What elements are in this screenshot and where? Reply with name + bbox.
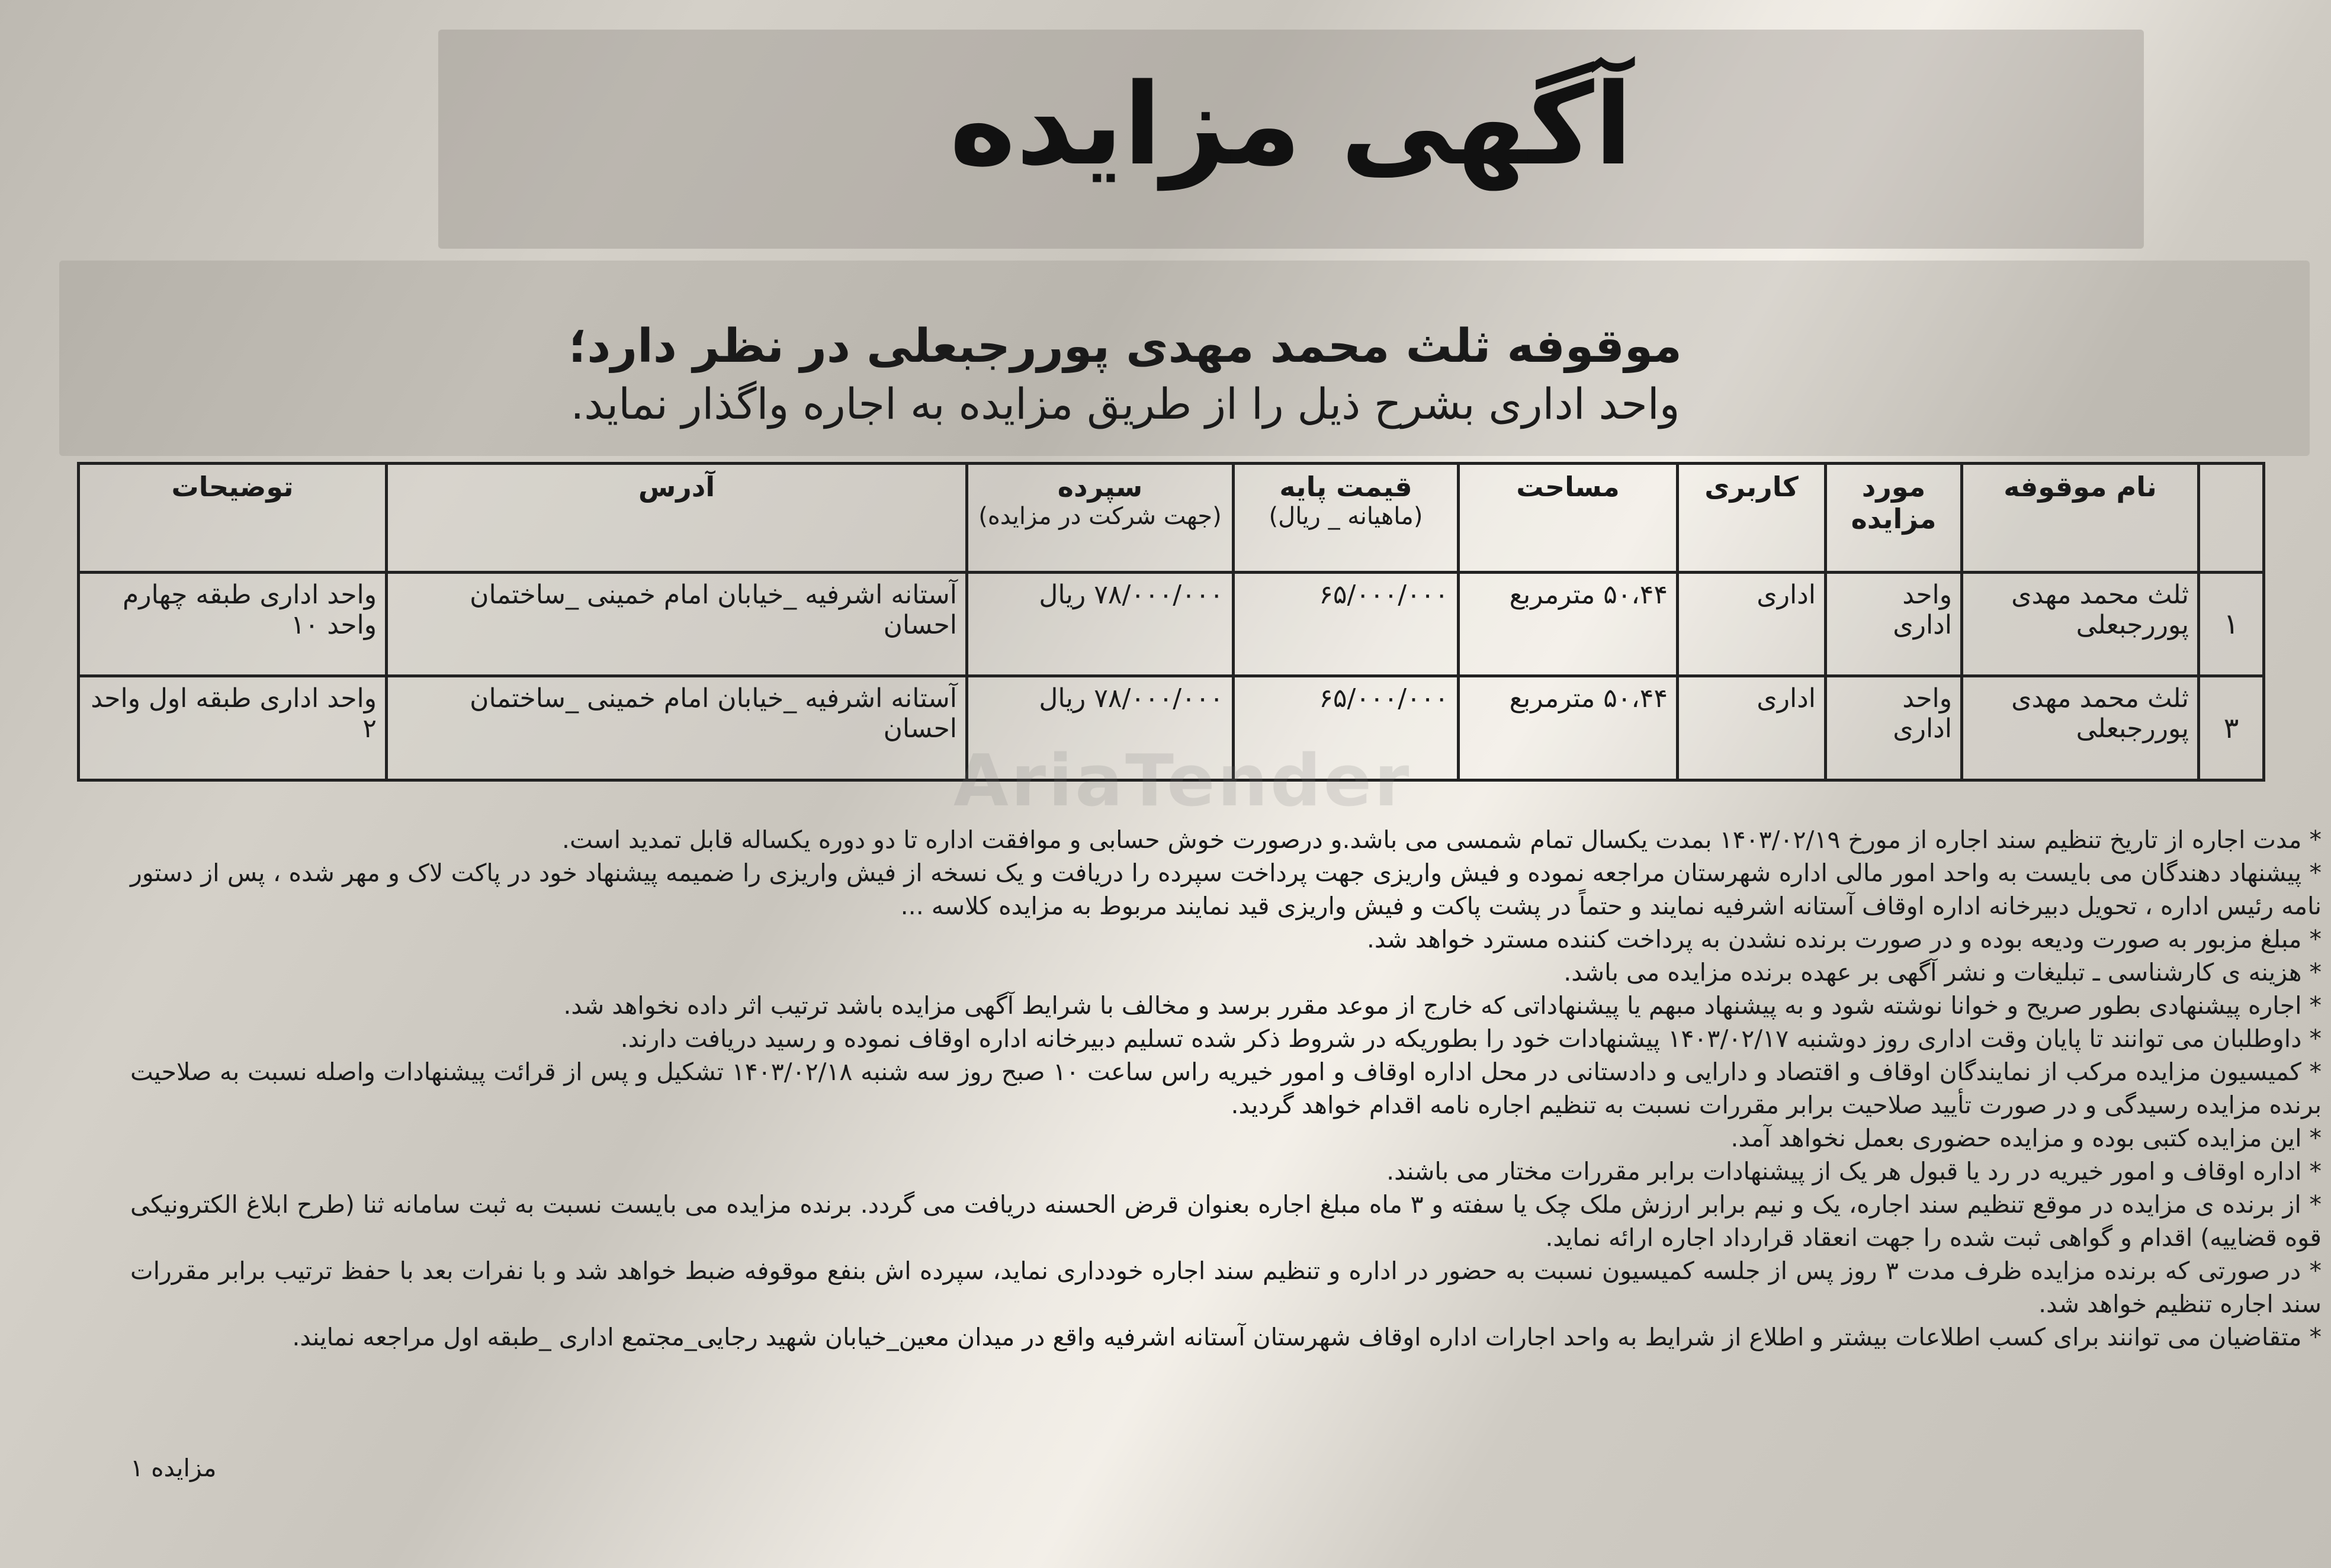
- cell-area: ۵۰،۴۴ مترمربع: [1459, 676, 1678, 780]
- header-use: کاربری: [1678, 464, 1826, 573]
- header-name: نام موقوفه: [1962, 464, 2199, 573]
- cell-area: ۵۰،۴۴ مترمربع: [1459, 572, 1678, 676]
- table-row: [79, 572, 2264, 676]
- list-item: * مدت اجاره از تاریخ تنظیم سند اجاره از مورخ ۱۴۰۳/۰۲/۱۹ بمدت یکسال تمام شمسی می باشد.و درصورت خوش حسابی و موافقت اداره تا دو دوره یکساله قابل تمدید است.: [561, 825, 2322, 854]
- list-item: * اجاره پیشنهادی بطور صریح و خوانا نوشته شود و به پیشنهاد مبهم یا پیشنهاداتی که خارج از موعد مقرر برسد و مخالف با شرایط آگهی مزایده باشد ترتیب اثر داده نخواهد شد.: [563, 991, 2322, 1020]
- page-title: آگهی مزایده: [949, 59, 1633, 190]
- header-item: مورد مزایده: [1826, 464, 1962, 573]
- list-item: * از برنده ی مزایده در موقع تنظیم سند اجاره، یک و نیم برابر ارزش ملک چک یا سفته و ۳ ماه مبلغ اجاره بعنوان قرض الحسنه دریافت می گردد. برنده مزایده می بایست نسبت به ثبت سامانه ثنا (طرح ابلاغ الکترونیکی قوه قضاییه) اقدام و گواهی ثبت شده را جهت انعقاد قرارداد اجاره ارائه نماید.: [130, 1190, 2322, 1252]
- cell-item: واحد اداری: [1826, 572, 1962, 676]
- cell-address: آستانه اشرفیه _خیابان امام خمینی _ساختمان احسان: [387, 572, 967, 676]
- list-item: * در صورتی که برنده مزایده ظرف مدت ۳ روز پس از جلسه کمیسیون نسبت به حضور در اداره و تنظیم سند اجاره خودداری نماید، سپرده اش بنفع موقوفه ضبط خواهد شد و با نفرات بعد با حفظ ترتیب برابر مقررات سند اجاره تنظیم خواهد شد.: [130, 1257, 2322, 1318]
- list-item: * مبلغ مزبور به صورت ودیعه بوده و در صورت برنده نشدن به پرداخت کننده مسترد خواهد شد.: [1366, 925, 2322, 953]
- list-item: * پیشنهاد دهندگان می بایست به واحد امور مالی اداره شهرستان مراجعه نموده و فیش واریزی جهت پرداخت سپرده را دریافت و یک نسخه از فیش واریزی را ضمیمه پیشنهاد خود در پاکت لاک و مهر شده ، پس از دستور نامه رئیس اداره ، تحویل دبیرخانه اداره اوقاف آستانه اشرفیه نمایند و حتماً در پشت پاکت و فیش واریزی قید نمایند مربوط به مزایده کلاسه ...: [130, 859, 2322, 920]
- cell-use: اداری: [1678, 572, 1826, 676]
- header-deposit: سپرده (جهت شرکت در مزایده): [967, 464, 1234, 573]
- cell-desc: واحد اداری طبقه چهارم واحد ۱۰: [79, 572, 387, 676]
- list-item: * اداره اوقاف و امور خیریه در رد یا قبول هر یک از پیشنهادات برابر مقررات مختار می باشند.: [1386, 1157, 2322, 1185]
- cell-desc: واحد اداری طبقه اول واحد ۲: [79, 676, 387, 780]
- header-row-no: [2199, 464, 2264, 573]
- cell-no: ۳: [2199, 676, 2264, 780]
- cell-name: ثلث محمد مهدی پوررجبعلی: [1962, 572, 2199, 676]
- list-item: * این مزایده کتبی بوده و مزایده حضوری بعمل نخواهد آمد.: [1730, 1124, 2322, 1152]
- cell-address: آستانه اشرفیه _خیابان امام خمینی _ساختمان احسان: [387, 676, 967, 780]
- cell-base-price: ۶۵/۰۰۰/۰۰۰: [1234, 676, 1459, 780]
- subtitle-secondary: واحد اداری بشرح ذیل را از طریق مزایده به اجاره واگذار نماید.: [570, 379, 1680, 429]
- cell-deposit: ۷۸/۰۰۰/۰۰۰ ریال: [967, 572, 1234, 676]
- cell-item: واحد اداری: [1826, 676, 1962, 780]
- header-area: مساحت: [1459, 464, 1678, 573]
- list-item: * متقاضیان می توانند برای کسب اطلاعات بیشتر و اطلاع از شرایط به واحد اجارات اداره اوقاف شهرستان آستانه اشرفیه واقع در میدان معین_خیابان شهید رجایی_مجتمع اداری _طبقه اول مراجعه نمایند.: [292, 1323, 2322, 1351]
- header-base-price: قیمت پایه (ماهیانه _ ریال): [1234, 464, 1459, 573]
- subtitle-primary: موقوفه ثلث محمد مهدی پوررجبعلی در نظر دارد؛: [569, 320, 1682, 373]
- cell-name: ثلث محمد مهدی پوررجبعلی: [1962, 676, 2199, 780]
- list-item: * هزینه ی کارشناسی ـ تبلیغات و نشر آگهی بر عهده برنده مزایده می باشد.: [1563, 958, 2322, 987]
- cell-use: اداری: [1678, 676, 1826, 780]
- ad-code: مزایده ۱: [130, 1454, 217, 1482]
- auction-table: [77, 462, 2265, 782]
- header-desc: توضیحات: [79, 464, 387, 573]
- watermark: AriaTender: [953, 740, 1412, 822]
- cell-no: ۱: [2199, 572, 2264, 676]
- cell-deposit: ۷۸/۰۰۰/۰۰۰ ریال: [967, 676, 1234, 780]
- table-header-row: [79, 464, 2264, 573]
- conditions-list: [130, 823, 2322, 1354]
- list-item: * کمیسیون مزایده مرکب از نمایندگان اوقاف و اقتصاد و دارایی و دادستانی در محل اداره اوقاف و امور خیریه راس ساعت ۱۰ صبح روز سه شنبه ۱۴۰۳/۰۲/۱۸ تشکیل و پس از قرائت پیشنهادات واصله نسبت به صلاحیت برنده مزایده رسیدگی و در صورت تأیید صلاحیت برابر مقررات نسبت به تنظیم اجاره نامه اقدام خواهد گردید.: [130, 1058, 2322, 1119]
- cell-base-price: ۶۵/۰۰۰/۰۰۰: [1234, 572, 1459, 676]
- list-item: * داوطلبان می توانند تا پایان وقت اداری روز دوشنبه ۱۴۰۳/۰۲/۱۷ پیشنهادات خود را بطوریکه در شروط ذکر شده تسلیم دبیرخانه اداره اوقاف نموده و رسید دریافت دارند.: [620, 1024, 2322, 1053]
- header-address: آدرس: [387, 464, 967, 573]
